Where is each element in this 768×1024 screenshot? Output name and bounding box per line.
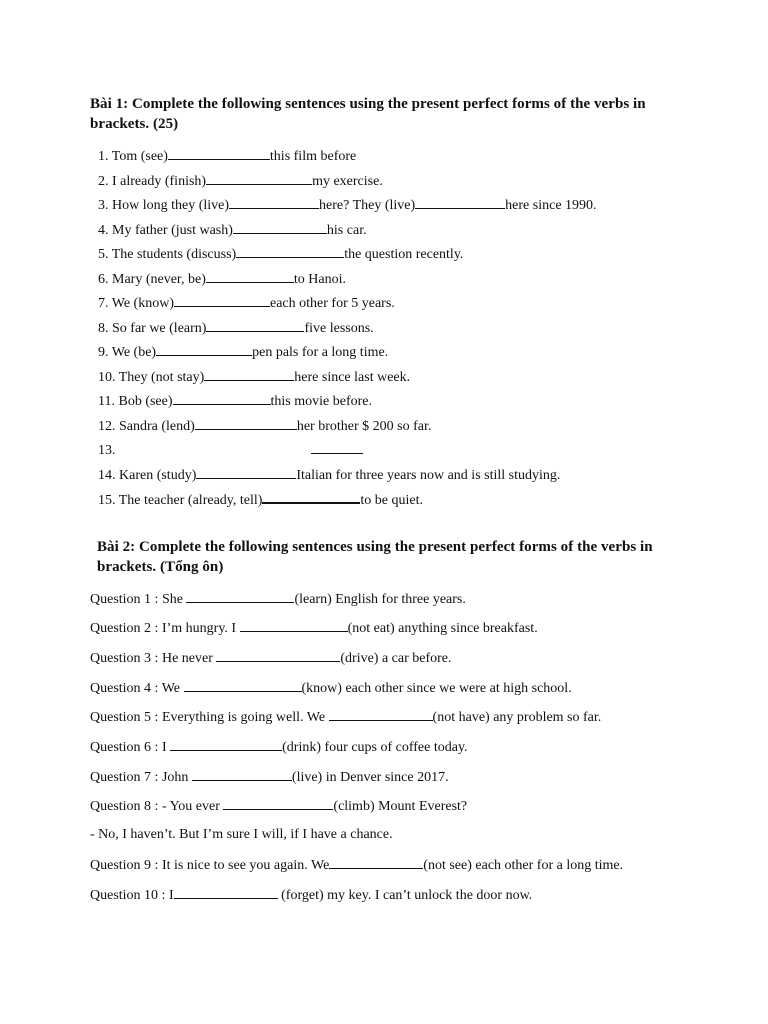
exercise-1-title: Bài 1: Complete the following sentences using the present perfect forms of the verbs in brackets. (25) xyxy=(90,96,646,132)
item-rest: to Hanoi. xyxy=(293,272,347,287)
exercise-1-item-10 xyxy=(98,367,410,387)
item-prompt: I already (finish) xyxy=(112,174,207,189)
item-number: 3. xyxy=(98,198,109,213)
exercise-1-item-14 xyxy=(98,465,560,485)
item-number: 10. xyxy=(98,370,116,385)
item-middle: here? They (live) xyxy=(319,198,416,213)
answer-blank[interactable] xyxy=(236,244,344,258)
answer-blank[interactable] xyxy=(156,342,252,356)
question-rest: (not have) any problem so far. xyxy=(432,710,602,725)
item-prompt: How long they (live) xyxy=(112,198,230,213)
answer-blank[interactable] xyxy=(186,589,294,603)
question-rest: (drink) four cups of coffee today. xyxy=(282,740,468,755)
answer-blank[interactable] xyxy=(168,146,270,160)
answer-blank[interactable] xyxy=(206,171,312,185)
item-number: 11. xyxy=(98,394,115,409)
question-label: Question 7 : xyxy=(90,770,159,785)
item-number: 13. xyxy=(98,443,116,458)
answer-blank[interactable] xyxy=(415,195,505,209)
exercise-1-item-4 xyxy=(98,220,367,240)
answer-blank[interactable] xyxy=(170,737,282,751)
item-number: 15. xyxy=(98,493,116,508)
question-label: Question 10 : xyxy=(90,888,166,903)
answer-blank[interactable] xyxy=(240,618,348,632)
exercise-1-item-15 xyxy=(98,489,423,510)
question-prompt: John xyxy=(161,770,189,785)
item-rest: to be quiet. xyxy=(360,493,424,508)
item-number: 2. xyxy=(98,174,109,189)
item-rest: her brother $ 200 so far. xyxy=(296,419,432,434)
answer-blank[interactable] xyxy=(204,367,294,381)
exercise-2-question-6 xyxy=(90,737,468,757)
question-prompt: I xyxy=(161,740,167,755)
item-prompt: The students (discuss) xyxy=(111,247,237,262)
answer-blank[interactable] xyxy=(329,707,433,721)
exercise-2-question-1 xyxy=(90,589,466,609)
question-prompt: I xyxy=(168,888,174,903)
item-prompt: So far we (learn) xyxy=(112,321,207,336)
answer-blank[interactable] xyxy=(196,465,296,479)
answer-blank[interactable] xyxy=(206,269,294,283)
item-prompt: Karen (study) xyxy=(119,468,197,483)
exercise-2-question-9 xyxy=(90,855,623,875)
item-rest: his car. xyxy=(326,223,367,238)
item-number: 4. xyxy=(98,223,109,238)
question-label: Question 8 : xyxy=(90,799,159,814)
item-number: 6. xyxy=(98,272,109,287)
item-prompt: Bob (see) xyxy=(118,394,173,409)
answer-blank[interactable] xyxy=(174,293,270,307)
question-rest: (climb) Mount Everest? xyxy=(333,799,468,814)
exercise-1-item-6 xyxy=(98,269,346,289)
exercise-1-item-9 xyxy=(98,342,388,362)
answer-blank[interactable] xyxy=(192,767,292,781)
exercise-1-item-2 xyxy=(98,171,383,191)
question-rest: (learn) English for three years. xyxy=(294,592,466,607)
item-number: 14. xyxy=(98,468,116,483)
question-prompt: - You ever xyxy=(161,799,220,814)
answer-line: - No, I haven’t. But I’m sure I will, if I have a chance. xyxy=(90,827,393,842)
item-prompt: They (not stay) xyxy=(118,370,205,385)
question-rest: (live) in Denver since 2017. xyxy=(291,770,449,785)
item-rest: this film before xyxy=(269,149,357,164)
item-number: 8. xyxy=(98,321,109,336)
question-prompt: It is nice to see you again. We xyxy=(161,858,330,873)
question-prompt: He never xyxy=(161,651,213,666)
exercise-1-item-7 xyxy=(98,293,395,313)
answer-blank[interactable] xyxy=(311,440,363,454)
item-prompt: We (know) xyxy=(111,296,174,311)
question-rest: (know) each other since we were at high school. xyxy=(301,681,572,696)
question-rest: (drive) a car before. xyxy=(340,651,452,666)
exercise-2-question-10 xyxy=(90,885,532,905)
question-prompt: Everything is going well. We xyxy=(161,710,326,725)
item-prompt: We (be) xyxy=(111,345,157,360)
question-label: Question 9 : xyxy=(90,858,159,873)
item-number: 7. xyxy=(98,296,109,311)
item-prompt: Sandra (lend) xyxy=(119,419,195,434)
item-rest: each other for 5 years. xyxy=(270,296,395,311)
question-prompt: She xyxy=(161,592,183,607)
question-label: Question 4 : xyxy=(90,681,159,696)
answer-blank[interactable] xyxy=(223,796,333,810)
question-prompt: I’m hungry. I xyxy=(161,621,237,636)
answer-blank[interactable] xyxy=(229,195,319,209)
item-prompt: Tom (see) xyxy=(111,149,168,164)
question-rest: (forget) my key. I can’t unlock the door now. xyxy=(277,888,533,903)
item-prompt: My father (just wash) xyxy=(112,223,233,238)
answer-blank[interactable] xyxy=(262,489,360,504)
item-number: 1. xyxy=(98,149,109,164)
item-number: 12. xyxy=(98,419,116,434)
item-number: 5. xyxy=(98,247,109,262)
item-rest: five lessons. xyxy=(304,321,374,336)
answer-blank[interactable] xyxy=(195,416,297,430)
item-number: 9. xyxy=(98,345,109,360)
answer-blank[interactable] xyxy=(184,678,302,692)
exercise-2-title: Bài 2: Complete the following sentences using the present perfect forms of the verbs in brackets. (Tổng ôn) xyxy=(97,539,653,575)
answer-blank[interactable] xyxy=(233,220,327,234)
exercise-1-item-3 xyxy=(98,195,597,215)
exercise-1-item-1 xyxy=(98,146,356,166)
exercise-1-item-8 xyxy=(98,318,374,338)
exercise-2-question-7 xyxy=(90,767,449,787)
exercise-2-question-8-answer xyxy=(90,826,393,844)
item-rest: the question recently. xyxy=(344,247,464,262)
exercise-1-item-5 xyxy=(98,244,463,264)
answer-blank[interactable] xyxy=(329,855,423,869)
item-prompt: Mary (never, be) xyxy=(112,272,206,287)
answer-blank[interactable] xyxy=(174,885,278,899)
item-rest: here since 1990. xyxy=(505,198,597,213)
exercise-2-question-3 xyxy=(90,648,452,668)
exercise-2-question-5 xyxy=(90,707,601,727)
item-rest: Italian for three years now and is still studying. xyxy=(296,468,561,483)
exercise-1-item-13 xyxy=(98,440,363,460)
question-label: Question 5 : xyxy=(90,710,159,725)
question-rest: (not see) each other for a long time. xyxy=(423,858,624,873)
question-label: Question 6 : xyxy=(90,740,159,755)
answer-blank[interactable] xyxy=(173,391,271,405)
item-rest: here since last week. xyxy=(294,370,411,385)
question-label: Question 3 : xyxy=(90,651,159,666)
exercise-2-question-8 xyxy=(90,796,467,816)
question-label: Question 1 : xyxy=(90,592,159,607)
answer-blank[interactable] xyxy=(216,648,340,662)
item-rest: pen pals for a long time. xyxy=(252,345,389,360)
item-prompt: The teacher (already, tell) xyxy=(118,493,263,508)
item-rest: this movie before. xyxy=(270,394,373,409)
exercise-1-item-11 xyxy=(98,391,372,411)
question-label: Question 2 : xyxy=(90,621,159,636)
exercise-2-question-4 xyxy=(90,678,572,698)
answer-blank[interactable] xyxy=(206,318,304,332)
question-rest: (not eat) anything since breakfast. xyxy=(347,621,538,636)
question-prompt: We xyxy=(161,681,181,696)
exercise-2-question-2 xyxy=(90,618,538,638)
item-rest: my exercise. xyxy=(312,174,383,189)
exercise-1-item-12 xyxy=(98,416,431,436)
